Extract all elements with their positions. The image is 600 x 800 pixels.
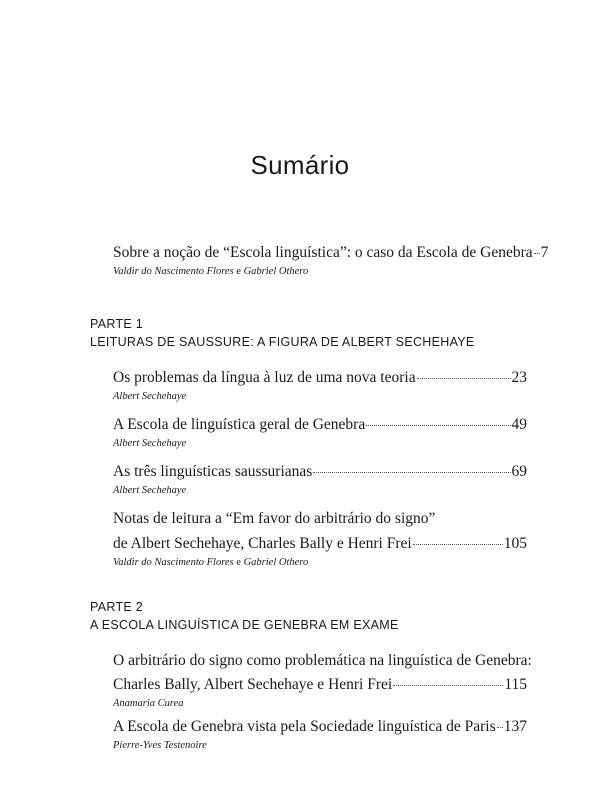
toc-entry-author: Albert Sechehaye xyxy=(113,391,187,402)
dot-leader xyxy=(497,727,503,728)
toc-entry-author: Albert Sechehaye xyxy=(113,438,187,449)
toc-entry-row xyxy=(113,368,527,388)
toc-entry[interactable] xyxy=(113,415,527,451)
part-2-header xyxy=(90,598,530,634)
dot-leader xyxy=(413,544,503,545)
toc-entry-title: As três linguísticas saussurianas xyxy=(113,463,313,480)
part-1-header xyxy=(90,315,530,351)
part-number: PARTE 2 xyxy=(90,600,144,614)
toc-entry-row xyxy=(113,717,527,737)
toc-entry-row xyxy=(113,462,527,482)
toc-entry-author: Anamaria Curea xyxy=(113,698,184,709)
dot-leader xyxy=(313,472,510,473)
toc-entry-title: de Albert Sechehaye, Charles Bally e Henri Frei xyxy=(113,535,412,552)
toc-entry-author: Valdir do Nascimento Flores e Gabriel Othero xyxy=(113,266,309,277)
part-heading: A ESCOLA LINGUÍSTICA DE GENEBRA EM EXAME xyxy=(90,618,399,632)
dot-leader xyxy=(393,685,503,686)
toc-entry-author: Valdir do Nascimento Flores e Gabriel Othero xyxy=(113,557,309,568)
toc-entry-author: Albert Sechehaye xyxy=(113,485,187,496)
toc-entry-page: 115 xyxy=(504,676,527,693)
part-number: PARTE 1 xyxy=(90,317,144,331)
toc-entry-page: 7 xyxy=(540,244,549,261)
page-title: Sumário xyxy=(250,150,350,180)
toc-entry-title-line1: O arbitrário do signo como problemática na linguística de Genebra: xyxy=(113,652,532,669)
toc-entry-row xyxy=(113,243,549,263)
toc-entry[interactable] xyxy=(113,717,527,753)
toc-entry-author: Pierre-Yves Testenoire xyxy=(113,740,207,751)
toc-entry-title: Charles Bally, Albert Sechehaye e Henri Frei xyxy=(113,676,393,693)
toc-entry-page: 105 xyxy=(503,535,527,552)
toc-entry-title: Os problemas da língua à luz de uma nova teoria xyxy=(113,369,416,386)
toc-entry-page: 137 xyxy=(503,718,527,735)
toc-entry-row xyxy=(113,675,527,695)
toc-entry[interactable] xyxy=(113,509,527,570)
dot-leader xyxy=(366,425,510,426)
toc-entry-row xyxy=(113,534,527,554)
toc-entry-title: A Escola de linguística geral de Genebra xyxy=(113,416,366,433)
toc-entry-page: 49 xyxy=(511,416,527,433)
toc-entry[interactable] xyxy=(113,368,527,404)
toc-entry-intro[interactable] xyxy=(113,243,549,279)
part-heading: LEITURAS DE SAUSSURE: A FIGURA DE ALBERT SECHEHAYE xyxy=(90,335,475,349)
toc-entry-page: 69 xyxy=(511,463,527,480)
toc-entry[interactable] xyxy=(113,462,527,498)
toc-entry-row xyxy=(113,415,527,435)
dot-leader xyxy=(417,378,511,379)
dot-leader xyxy=(534,253,540,254)
toc-entry-title-line1: Notas de leitura a “Em favor do arbitrário do signo” xyxy=(113,510,436,527)
toc-entry-title: A Escola de Genebra vista pela Sociedade linguística de Paris xyxy=(113,718,496,735)
toc-entry[interactable] xyxy=(113,651,532,711)
toc-entry-page: 23 xyxy=(511,369,527,386)
toc-entry-title: Sobre a noção de “Escola linguística”: o caso da Escola de Genebra xyxy=(113,244,533,261)
